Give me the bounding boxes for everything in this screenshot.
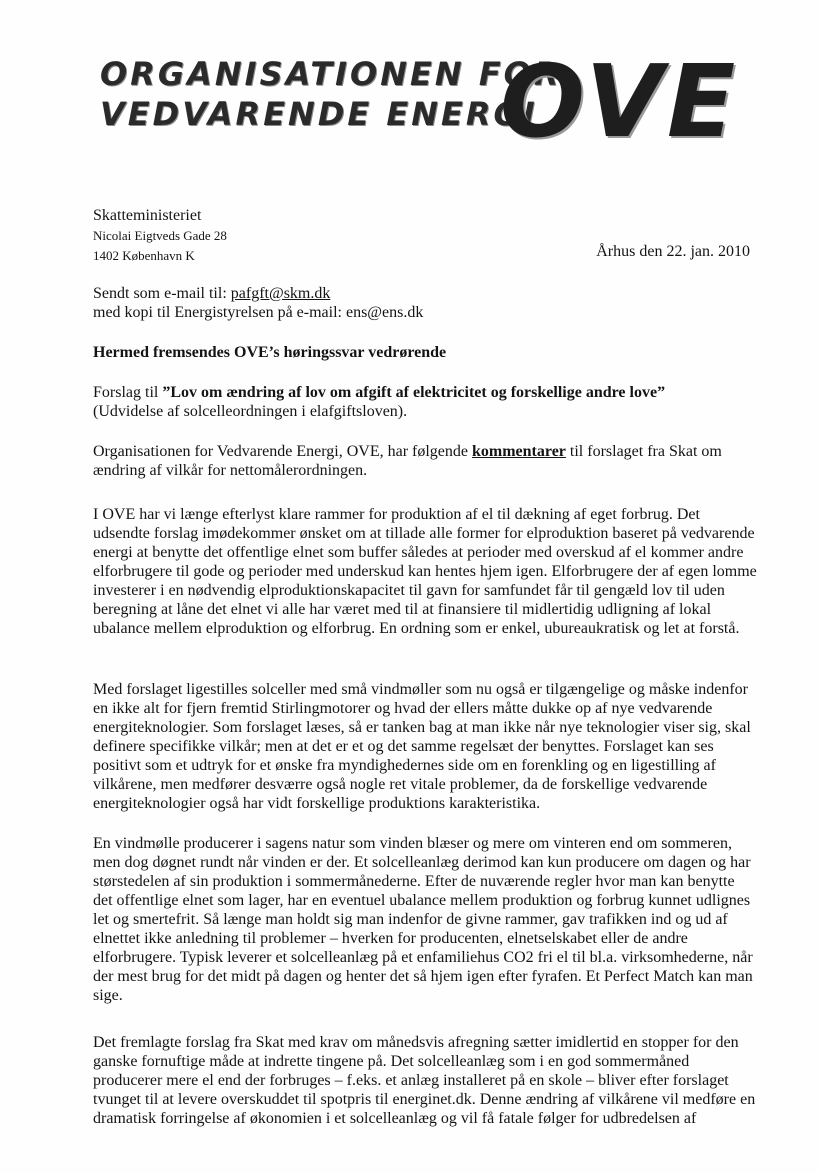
letterhead	[0, 0, 819, 190]
recipient-address	[93, 206, 393, 266]
intro-after: til forslaget fra Skat om ændring af vilkår for nettomålerordningen.	[93, 443, 722, 479]
email-link[interactable]: pafgft@skm.dk	[230, 285, 331, 302]
letter-heading: Hermed fremsendes OVE’s høringssvar vedrørende	[93, 344, 447, 361]
intro-text	[93, 442, 758, 480]
paragraph-3	[93, 834, 758, 1005]
intro-emphasis: kommentarer	[472, 443, 566, 460]
proposal-title: ”Lov om ændring af lov om afgift af elektricitet og forskellige andre love”	[162, 384, 666, 401]
organisation-name-line-1: ORGANISATIONEN FOR	[100, 55, 562, 93]
sent-info	[93, 284, 758, 322]
organisation-name	[100, 54, 562, 134]
paragraph-2-text: Med forslaget ligestilles solceller med små vindmøller som nu også er tilgængelige og måske indenfor en ikke alt for fjern fremtid Stirlingmotorer og hvad der ellers måtte dukke op af nye vedvarende energiteknologier. Som forslaget læses, så er tanken bag at man ikke når nye teknologier viser sig, skal definere specifikke vilkår; men at det er et og det samme regelsæt der benyttes. Forslaget kan ses positivt som et udtryk for et ønske fra myndighedernes side om en forenkling og en ligestilling af vilkårene, men medfører desværre også nogle ret vitale problemer, da de forskellige vedvarende energiteknologier også har vidt forskellige produktions karakteristika.	[93, 681, 751, 812]
recipient-city: 1402 København K	[93, 248, 195, 263]
recipient-street: Nicolai Eigtveds Gade 28	[93, 228, 227, 243]
proposal-subtitle: (Udvidelse af solcelleordningen i elafgiftsloven).	[93, 403, 408, 420]
sent-line-2: med kopi til Energistyrelsen på e-mail: ens@ens.dk	[93, 304, 424, 321]
paragraph-1	[93, 505, 758, 638]
ove-logo: OVE	[500, 43, 740, 160]
paragraph-4-text: Det fremlagte forslag fra Skat med krav om månedsvis afregning sætter imidlertid en stopper for den ganske fornuftige måde at indrette tingene på. Det solcelleanlæg som i en god sommermåned producerer mere el end der forbruges – f.eks. et anlæg installeret på en skole – bliver efter forslaget tvunget til at levere overskuddet til spotpris til energinet.dk. Denne ændring af vilkårene vil medføre en dramatisk forringelse af økonomien i et solcelleanlæg og vil få fatale følger for udbredelsen af	[93, 1034, 756, 1127]
proposal-prefix: Forslag til	[93, 384, 163, 401]
letter-date: Århus den 22. jan. 2010	[596, 243, 750, 260]
paragraph-1-text: I OVE har vi længe efterlyst klare rammer for produktion af el til dækning af eget forbrug. Det udsendte forslag imødekommer ønsket om at tillade alle former for elproduktion baseret på vedvarende energi at benytte det offentlige elnet som buffer således at perioder med overskud af el kommer andre elforbrugere til gode og perioder med underskud kan hentes hjem igen. Elforbrugere der af egen lomme investerer i en nødvendig elproduktionskapacitet til gavn for samfundet får til gengæld lov til uden beregning at låne det elnet vi alle har været med til at finansiere til midlertidig udligning af lokal ubalance mellem elproduktion og elforbrug. En ordning som er enkel, ubureaukratisk og let at forstå.	[93, 506, 757, 637]
paragraph-4	[93, 1033, 758, 1128]
proposal-block	[93, 383, 758, 421]
intro-before: Organisationen for Vedvarende Energi, OVE, har følgende	[93, 443, 472, 460]
proposal-line	[93, 383, 758, 402]
sent-prefix: Sendt som e-mail til:	[93, 285, 231, 302]
intro-paragraph	[93, 442, 758, 480]
recipient-name: Skatteministeriet	[93, 207, 202, 224]
sent-line-1	[93, 284, 758, 303]
paragraph-3-text: En vindmølle producerer i sagens natur som vinden blæser og mere om vinteren end om sommeren, men dog døgnet rundt når vinden er der. Et solcelleanlæg derimod kan kun producere om dagen og har størstedelen af sin produktion i sommermånederne. Efter de nuværende regler hvor man kan benytte det offentlige elnet som lager, har en eventuel ubalance mellem produktion og forbrug kunnet udlignes let og smertefrit. Så længe man holdt sig man indenfor de givne rammer, gav trafikken ind og ud af elnettet ikke anledning til problemer – hverken for producenten, elnetselskabet eller de andre elforbrugere. Typisk leverer et solcelleanlæg på et enfamiliehus CO2 fri el til bl.a. virksomhederne, når der mest brug for det midt på dagen og henter det så hjem igen efter fyrafen. Et Perfect Match kan man sige.	[93, 835, 753, 1004]
organisation-name-line-2: VEDVARENDE ENERGI	[100, 95, 538, 133]
paragraph-2	[93, 680, 758, 813]
